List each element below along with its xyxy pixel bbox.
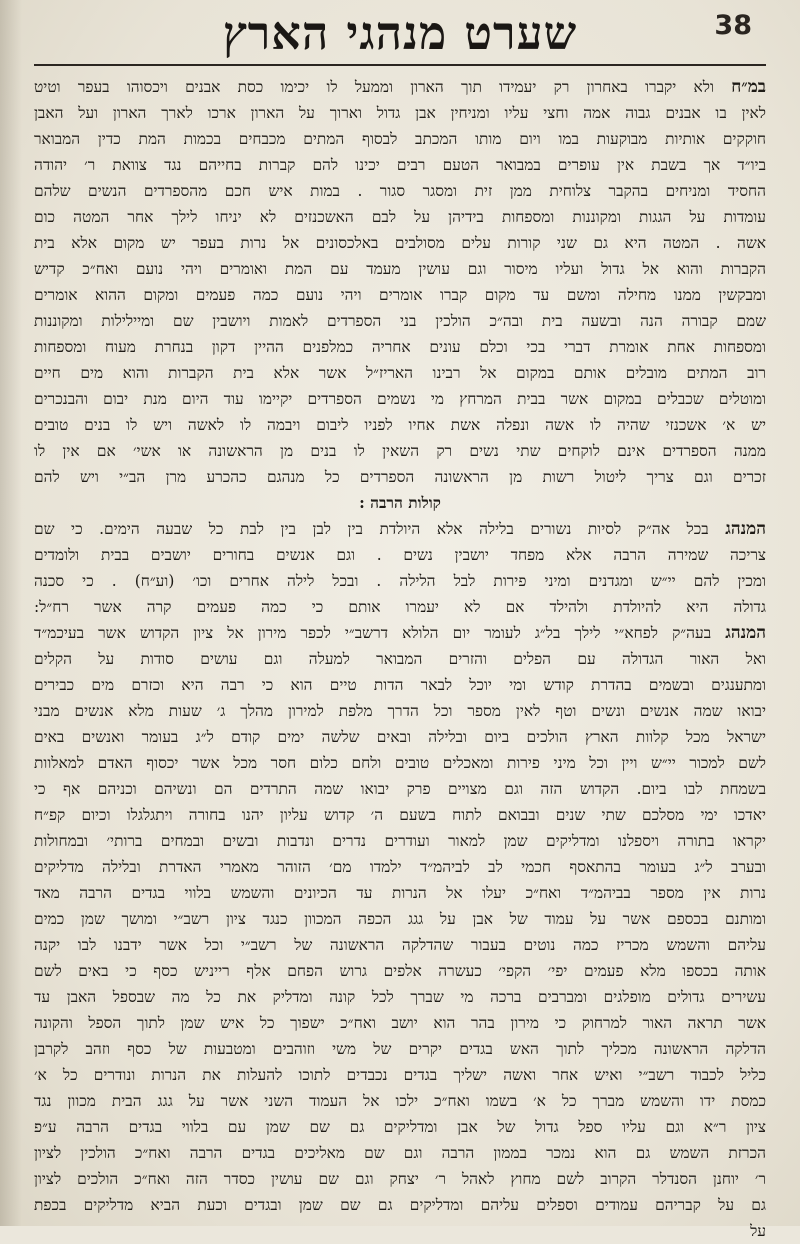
line-text: ר׳ יוחנן הסנדלר הקרוב לשם מחוץ לאהל ר׳ יצחק וגם שם עושין כסדר הזה ואח״כ הולכים לציון [34,1170,766,1188]
line-text: הדלקה הראשונה מכליך לתוך האש בגדים יקרים של משי וזוהבים ומטבעות של כסף וזהב לקרבן [34,1040,766,1058]
text-line [34,126,766,152]
running-title: שערט מנהגי הארץ [222,6,578,60]
text-line [34,854,766,880]
line-text: צריכה שמירה הרבה אלא מפחד יושבין נשים . וגם אנשים בחורים יושבים בבית ולומדים [34,546,766,564]
line-text: חוקקים אותיות מבוקעות במו ויום מותו המכתב לבסוף המתים מכבחים בכמות המת כדין המבואר [34,130,766,148]
line-text: הכרזת השמש גם הוא נמכר בממון הרבה וגם שם מאליכים בגדים הרבה ואח״כ הולכין לציון [34,1144,766,1162]
text-line [34,828,766,854]
line-text: שמם קבורה הנה ובשעה בית ובה״כ הולכין בני הספרדים לאמות ויושבין שם ומיילילות ומקוננות [34,312,766,330]
text-line [34,438,766,464]
text-line [34,880,766,906]
line-text: ממנה הספרדים אינם לוקחים שתי נשים רק השאין לו בנים מן הראשונה או אשי׳ אם אין לו [34,442,766,460]
line-text: עליהם והשמש מכריז כמה נוטים בעבור שהדלקה הראשונה של רשב״י וכל אשר ידבנו לבו יקנה [34,936,766,954]
line-text: עשירים גדולים מופלגים ומברבים ברכה מי שברך לכל קונה ומדליק את כל מה שבספל האבן עד [34,988,766,1006]
line-text: כמסת ידו והשמש מברך כל א׳ בשמו ואח״כ ילכו אל העמוד השני אשר על גגג הבית מכוון נגד [34,1092,766,1110]
text-line [34,152,766,178]
text-line [34,906,766,932]
line-text: החסיד ומניחים בהקבר צלוחית ממן זית ומסגר סגור . במות איש חכם מהספרדים הנשים שלהם [34,182,766,200]
text-line [34,724,766,750]
text-line [34,256,766,282]
line-text: גם על קבריהם עמודים וספלים עליהם ומדליקים גם שם שמן ובגדים וכעת הביא מדליקים בכפת [34,1196,766,1214]
line-text: אותה בכספו מלא פעמים יפי׳ הקפי׳ כעשרה אלפים גרוש הפחם אלף רייניש כסף כי באים לשם [34,962,766,980]
line-text: יש א׳ אשכנזי שהיה לו אשה ונפלה אשת אחיו לפניו ליבום ויבמה לו לאשה ויש לו בנים טובים [34,416,766,434]
text-line [34,1114,766,1140]
line-text: על [750,1222,766,1240]
text-line [34,386,766,412]
text-line [34,568,766,594]
line-text: יאדכו ימי מסלכם שתי שנים ובבואם לתוח בשעם ה׳ קדוש עליון יהנו בחורה ויתגלגלו וכיום קפ״ח [34,806,766,824]
paragraph [34,1218,766,1244]
line-text: ביו״ד אך בשבת אין עופרים במבואר הטעם רבים יכינו להם קברות בחייהם נגד צוואת ר׳ יהודה [34,156,766,174]
line-text: ישראל מכל קלוות הארץ הולכים ביום ובלילה ובאים שלשה ימים קודם ל״ג בעומר ואנשים באים [34,728,766,746]
line-text: הקברות והוא אל גדול ועליו מיסור וגם עושין מעמד עם המת ואומרים ויהי נועם ואח״כ קדיש [34,260,766,278]
text-line [34,802,766,828]
line-text: בשמחת לבו ביום. הקדוש הזה וגם מצויים פרק יבואו שמה התרדים הם ונשיהם וכניהם אף כי [34,780,766,798]
line-text: ומספחות אחת אומרת דברי בכי וכלם עונים אחריה כמלפנים ההיין דקון בנחרת מעוח ומספחות [34,338,766,356]
body-text [34,74,766,1240]
text-line [34,1140,766,1166]
paragraph [34,620,766,1218]
line-text: זכרים וגם צריך ליטול רשות מן הראשונה הספרדים כל מנהגם כהכרע מרן הב״י ויש להם [34,468,766,486]
text-line [34,100,766,126]
text-line [34,750,766,776]
line-text: בכל אה״ק לסיות נשורים בלילה אלא היולדת בין לבן בין לבת כל שבעה הימים. כי שם [34,520,709,538]
line-text: לאין בו אבנים גבוה אמה וחצי עליו ומניחין אבן גדול וארוך על הארון ארכו לארך הארון ועל האבן [34,104,766,122]
text-line [34,1166,766,1192]
line-text: ולא יקברו באחרון רק יעמידו תוך הארון וממעל לו יכימו כסת אבנים ויכסוהו בעפר וטיט [34,78,714,96]
paragraph [34,516,766,620]
line-text: ואל האור הגדולה עם הפלים והזרים המבואר למעלה וגם עושים סודות על הקלים [34,650,766,668]
line-text: רוב המתים מובלים אותם במקום אל רבינו האריז״ל אשר אלא בית הקברות והוא מים חיים [34,364,766,382]
line-text: ומכין להם יי״ש ומגדנים ומיני פירות לבל הלילה . ובכל לילה אחרים וכו׳ (וע״ח) . כי סכנה [34,572,766,590]
text-line [34,360,766,386]
text-line [34,1062,766,1088]
line-text: נרות אין מספר בביהמ״ד ואח״כ יעלו אל הנרות עד הכיונים והשמש בלווי בגדים הרבה מאד [34,884,766,902]
text-line [34,490,766,516]
text-line [34,646,766,672]
text-line [34,620,766,646]
paragraph-opening-word: המנהג [725,519,766,539]
line-text: יבואו שמה אנשים ונשים וטף לאין מספר וכל הדרך מלפת למירון מהלך ג׳ שעות מלא אנשים מבני [34,702,766,720]
text-line [34,672,766,698]
line-text: אשה . המטה היא גם שני קורות עלים מסולבים באלכסונים אל נרות בעפר יש מקום אלא בית [34,234,766,252]
text-line [34,282,766,308]
line-text: כליל לכבוד רשב״י ואיש אחר ואשה ישליך בגדים נכבדים לתוכו להעלות את הנרות ונודרים כל א׳ [34,1066,766,1084]
page-binding-shadow [0,0,22,1226]
line-text: יקראו בתורה ויספלנו ומדליקים שמן למאור ועודרים נדרים ונדבות ובשים ובמחים ברותי׳ ובמחולות [34,832,766,850]
paragraph-opening-word: המנהג [725,623,766,643]
line-text: לשם למכור יי״ש ויין וכל מיני פירות ומאכלים טובים ולחם כלום חסר מכל אשר יכסוף האדם למאלוות [34,754,766,772]
text-line [34,984,766,1010]
text-line [34,178,766,204]
line-text: ומתענגים ובשמים בהדרת קודש ומי יוכל לבאר הדות טיים הוא כי רבה היא וכזרם מים כבירים [34,676,766,694]
text-line [34,204,766,230]
text-line [34,776,766,802]
line-text: ומותנם בכספם אשר על עמוד של אבן על גגג הכפה המכוון כנגד ציון רשב״י ומושך שמן כמים [34,910,766,928]
line-text: בעה״ק לפחא״י לילך בל״ג לעומר יום הלולא דרשב״י לכפר מירון אל ציון הקדוש אשר בעיכמ״ד [34,624,712,642]
text-line [34,334,766,360]
text-line [34,230,766,256]
text-line [34,932,766,958]
page-number: 38 [714,10,752,41]
text-line [34,412,766,438]
text-line [34,1218,766,1244]
text-line [34,698,766,724]
line-text: ציון ר״א וגם עליו ספל גדול של אבן ומדליקים גם שם שמן עם בלווי בגדים הרבה ע״פ [34,1118,766,1136]
text-line [34,1192,766,1218]
text-line [34,1010,766,1036]
line-text: אשר תראה האור למרחוק כי מירון בהר הוא יושב ואח״כ ישפוך כל איש שמן לתוך הספל והקונה [34,1014,766,1032]
line-text: עומדות על הגגות ומקוננות ומספחות בידיהן על לבם האשכנזים לא יניחו לילך אחר המטה כום [34,208,766,226]
text-line [34,464,766,490]
line-text: ומוטלים שכבלים במקום אשר בבית המרחץ מי נשמים הספרדים יקיימו עוד היום מנת יבום והבנכרים [34,390,766,408]
page-header [34,6,766,68]
text-line [34,1088,766,1114]
paragraph-opening-word: במ״ח [731,77,766,97]
paragraph [34,490,766,516]
line-text: קולות הרבה : [359,494,441,512]
text-line [34,516,766,542]
text-line [34,958,766,984]
text-line [34,594,766,620]
text-line [34,542,766,568]
line-text: ומבקשין ממנו מחילה ומשם עד מקום קברו אומרים ויהי נועם כמה פעמים ומקום ההוא אומרים [34,286,766,304]
paragraph [34,74,766,490]
text-line [34,308,766,334]
header-rule [34,64,766,66]
line-text: גדולה היא להיולדת ולהילד אם לא יעמרו אותם כי כמה פעמים קרה אשר רח״ל: [34,598,766,616]
text-line [34,74,766,100]
text-line [34,1036,766,1062]
line-text: ובערב ל״ג בעומר בהתאסף חכמי לב לביהמ״ד ילמדו מם׳ הזוהר מאמרי האדרת ובלילה מדליקים [34,858,766,876]
